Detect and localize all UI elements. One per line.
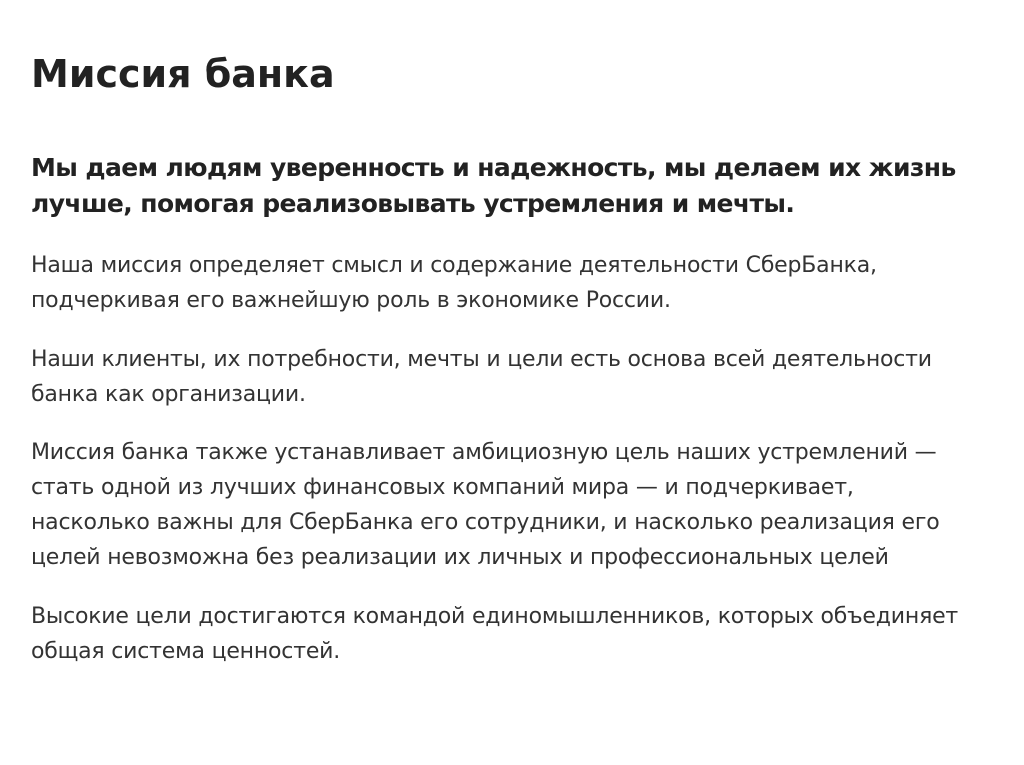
paragraph-shared-values: Высокие цели достигаются командой единомышленников, которых объединяет общая система ценностей. <box>31 604 959 664</box>
page-title: Миссия банка <box>31 52 335 96</box>
paragraph-ambitious-goal: Миссия банка также устанавливает амбициозную цель наших устремлений — стать одной из лучших финансовых компаний мира — и подчеркивает, насколько важны для СберБанка его сотрудники, и насколько реализация его целей невозможна без реализации их личных и профессиональных целей <box>31 440 940 570</box>
paragraph-clients: Наши клиенты, их потребности, мечты и цели есть основа всей деятельности банка как организации. <box>31 347 932 407</box>
paragraph-mission-meaning: Наша миссия определяет смысл и содержание деятельности СберБанка, подчеркивая его важнейшую роль в экономике России. <box>31 253 877 313</box>
mission-statement: Мы даем людям уверенность и надежность, мы делаем их жизнь лучше, помогая реализовывать устремления и мечты. <box>31 153 956 218</box>
